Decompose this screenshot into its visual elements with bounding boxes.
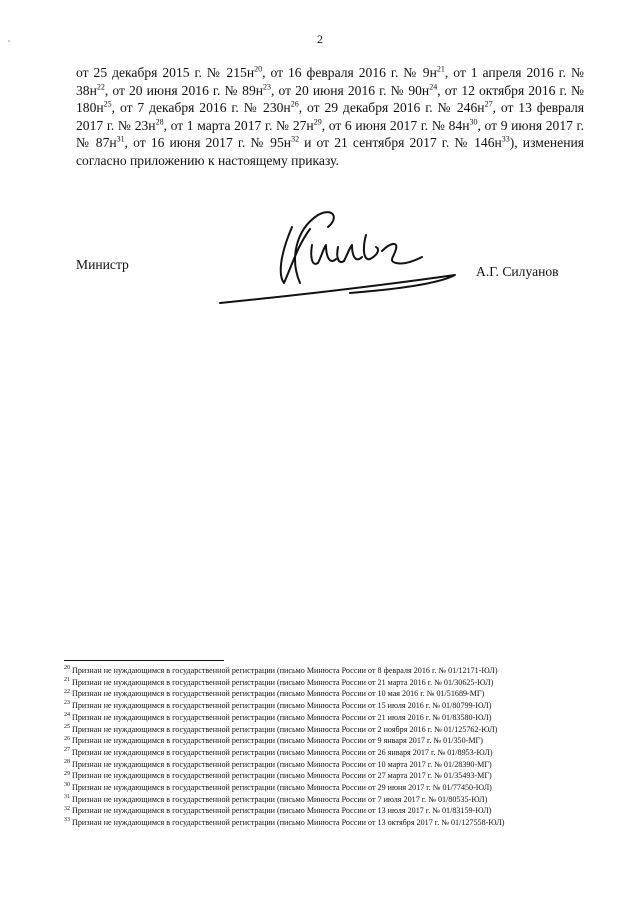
footnote-number: 22 bbox=[64, 688, 70, 695]
footnote-reference: 28 bbox=[155, 117, 164, 127]
body-text-run: , от 6 июня 2017 г. № 84н bbox=[321, 117, 470, 133]
footnote-reference: 26 bbox=[290, 99, 299, 109]
footnote-number: 26 bbox=[64, 735, 70, 742]
signatory-title: Министр bbox=[76, 257, 129, 272]
footnote-text: Признан не нуждающимся в государственной регистрации (письмо Минюста России от 7 июля 2017 г. № 01/80535-ЮЛ) bbox=[72, 794, 488, 804]
footnote-text: Признан не нуждающимся в государственной регистрации (письмо Минюста России от 10 мая 2016 г. № 01/51689-МГ) bbox=[72, 689, 485, 699]
footnote-text: Признан не нуждающимся в государственной регистрации (письмо Минюста России от 10 марта 2017 г. № 01/28390-МГ) bbox=[72, 759, 492, 769]
body-paragraph bbox=[76, 64, 584, 170]
footnote-item bbox=[64, 817, 624, 829]
body-text-run: , от 16 июня 2017 г. № 95н bbox=[124, 135, 292, 151]
footnote-text: Признан не нуждающимся в государственной регистрации (письмо Минюста России от 13 июля 2017 г. № 01/83159-ЮЛ) bbox=[72, 806, 492, 816]
body-text-run: , от 20 июня 2016 г. № 89н bbox=[104, 82, 264, 98]
footnote-number: 21 bbox=[64, 677, 70, 684]
body-text-run: , от 7 декабря 2016 г. № 230н bbox=[111, 100, 291, 116]
body-text-run: , от 12 октября 2016 г. № 180н bbox=[76, 82, 585, 116]
footnote-number: 29 bbox=[64, 770, 70, 777]
footnote-text: Признан не нуждающимся в государственной регистрации (письмо Минюста России от 21 марта 2016 г. № 01/30625-ЮЛ) bbox=[72, 677, 494, 687]
footnote-reference: 20 bbox=[254, 64, 263, 74]
body-text-run: , от 1 апреля 2016 г. № 38н bbox=[76, 65, 584, 98]
footnote-reference: 27 bbox=[484, 99, 493, 109]
footnote-item bbox=[64, 677, 624, 689]
footnote-item bbox=[64, 700, 624, 712]
footnote-text: Признан не нуждающимся в государственной регистрации (письмо Минюста России от 8 февраля 2016 г. № 01/12171-ЮЛ) bbox=[72, 666, 498, 675]
footnote-text: Признан не нуждающимся в государственной регистрации (письмо Минюста России от 13 октября 2017 г. № 01/127558-ЮЛ) bbox=[72, 818, 505, 828]
footnote-reference: 23 bbox=[263, 82, 272, 92]
footnote-reference: 32 bbox=[291, 134, 300, 144]
footnote-separator bbox=[64, 660, 224, 661]
footnote-number: 23 bbox=[64, 700, 70, 707]
footnote-text: Признан не нуждающимся в государственной регистрации (письмо Минюста России от 27 марта 2017 г. № 01/35493-МГ) bbox=[72, 771, 492, 781]
footnote-text: Признан не нуждающимся в государственной регистрации (письмо Минюста России от 26 января 2017 г. № 01/8953-ЮЛ) bbox=[72, 747, 493, 757]
footnote-item bbox=[64, 782, 624, 794]
footnote-text: Признан не нуждающимся в государственной регистрации (письмо Минюста России от 2 ноября 2016 г. № 01/125762-ЮЛ) bbox=[72, 724, 498, 734]
footnote-number: 31 bbox=[64, 794, 70, 801]
body-text-run: , от 16 февраля 2016 г. № 9н bbox=[262, 65, 437, 80]
footnote-number: 33 bbox=[64, 817, 70, 824]
footnote-item bbox=[64, 724, 624, 736]
footnotes-list bbox=[64, 665, 624, 829]
body-text-run: и от 21 сентября 2017 г. № 146н bbox=[299, 135, 502, 151]
footnote-reference: 22 bbox=[96, 82, 105, 92]
footnote-reference: 24 bbox=[429, 82, 438, 92]
footnote-reference: 30 bbox=[469, 117, 478, 127]
handwritten-signature bbox=[200, 205, 470, 315]
footnote-number: 20 bbox=[64, 665, 70, 672]
footnote-number: 24 bbox=[64, 712, 70, 719]
body-text-run: , от 1 марта 2017 г. № 27н bbox=[163, 117, 314, 133]
footnote-item bbox=[64, 688, 624, 700]
signatory-name: А.Г. Силуанов bbox=[476, 264, 559, 279]
body-text-run: от 25 декабря 2015 г. № 215н bbox=[76, 65, 255, 80]
footnote-text: Признан не нуждающимся в государственной регистрации (письмо Минюста России от 21 июля 2016 г. № 01/83580-ЮЛ) bbox=[72, 712, 492, 722]
footnote-reference: 25 bbox=[103, 99, 112, 109]
footnote-reference: 21 bbox=[436, 64, 445, 74]
footnote-item bbox=[64, 747, 624, 759]
footnote-text: Признан не нуждающимся в государственной регистрации (письмо Минюста России от 9 января 2017 г. № 01/350-МГ) bbox=[72, 736, 483, 746]
footnote-number: 32 bbox=[64, 805, 70, 812]
page-number: 2 bbox=[317, 32, 323, 46]
body-text-run: , от 9 июня 2017 г. № 87н bbox=[76, 117, 584, 151]
footnote-reference: 29 bbox=[313, 117, 322, 127]
footnote-text: Признан не нуждающимся в государственной регистрации (письмо Минюста России от 29 июня 2017 г. № 01/77450-ЮЛ) bbox=[72, 783, 492, 793]
footnote-number: 25 bbox=[64, 723, 70, 730]
footnote-item bbox=[64, 794, 624, 806]
body-text-run: , от 20 июня 2016 г. № 90н bbox=[271, 82, 430, 98]
body-paragraph-text bbox=[76, 64, 584, 170]
footnote-reference: 31 bbox=[116, 134, 125, 144]
footnote-item bbox=[64, 805, 624, 817]
footnote-item bbox=[64, 770, 624, 782]
footnote-item bbox=[64, 759, 624, 771]
footnote-item bbox=[64, 712, 624, 724]
footnote-reference: 33 bbox=[501, 134, 510, 144]
footnote-number: 30 bbox=[64, 782, 70, 789]
body-text-run: , от 13 февраля 2017 г. № 23н bbox=[76, 100, 585, 133]
footnote-number: 27 bbox=[64, 747, 70, 754]
body-text-run: , от 29 декабря 2016 г. № 246н bbox=[298, 100, 485, 116]
body-text-run: ), изменения согласно приложению к настоящему приказу. bbox=[76, 135, 584, 168]
footnote-text: Признан не нуждающимся в государственной регистрации (письмо Минюста России от 15 июля 2016 г. № 01/80799-ЮЛ) bbox=[72, 701, 492, 711]
footnote-number: 28 bbox=[64, 758, 70, 765]
footnote-item bbox=[64, 735, 624, 747]
footnote-item bbox=[64, 665, 624, 677]
